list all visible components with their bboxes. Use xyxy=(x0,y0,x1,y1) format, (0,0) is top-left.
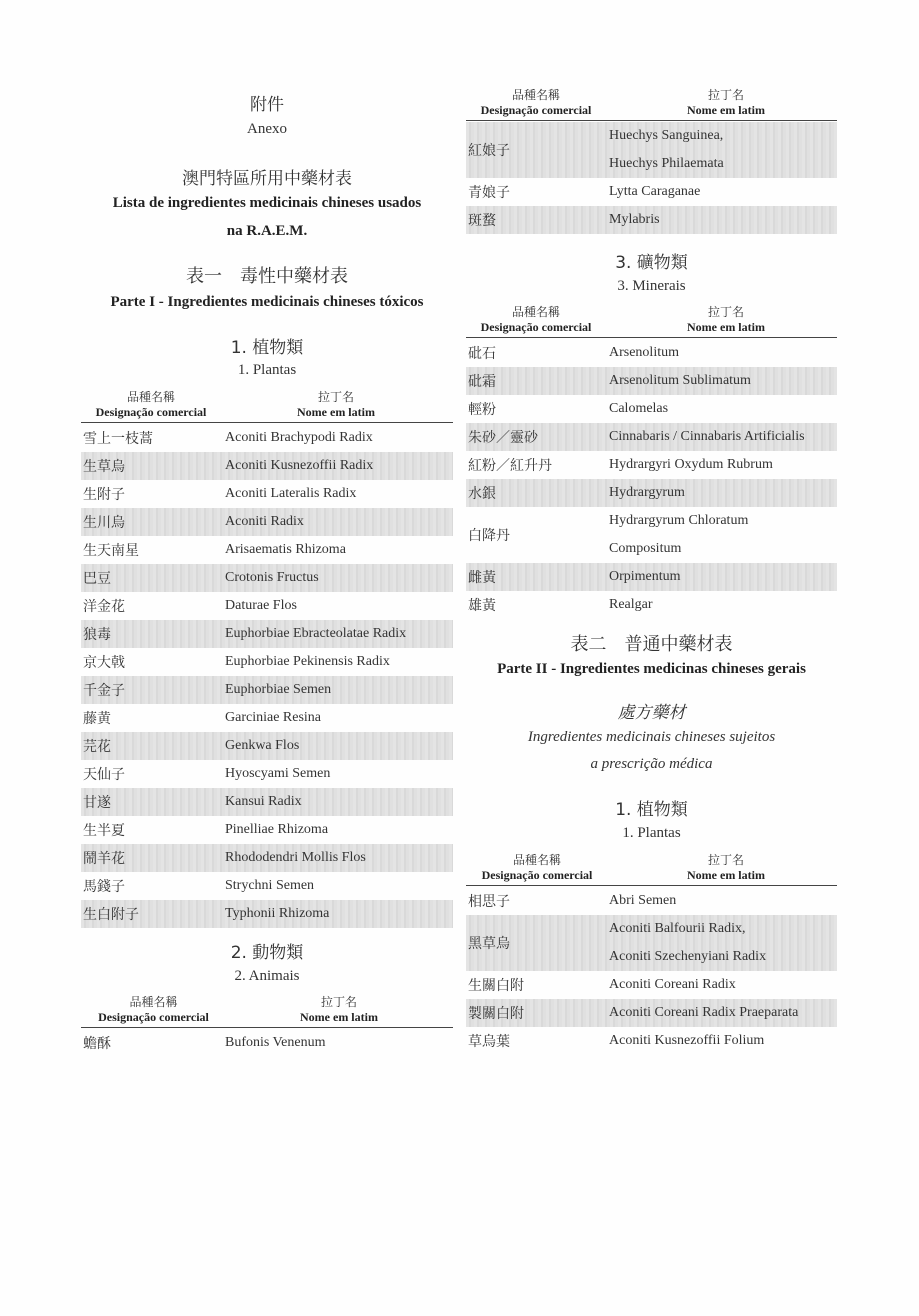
list-title-pt-line2: na R.A.E.M. xyxy=(226,223,308,239)
latin-name-line: Aconiti Coreani Radix Praeparata xyxy=(609,1005,799,1020)
prescription-title-pt-line2: a prescrição médica xyxy=(590,756,713,772)
latin-name-line: Arsenolitum Sublimatum xyxy=(609,373,751,388)
latin-name-cell xyxy=(609,971,736,999)
latin-name-line: Hydrargyrum xyxy=(609,485,685,500)
table-row xyxy=(81,592,453,620)
designation-cell: 芫花 xyxy=(83,739,111,755)
table-header xyxy=(466,851,837,886)
table-row xyxy=(466,563,837,591)
table-row xyxy=(81,872,453,900)
designation-cell: 馬錢子 xyxy=(83,879,125,895)
list-title-pt-line1: Lista de ingredientes medicinais chineses usados xyxy=(112,195,422,211)
latin-name-cell xyxy=(225,844,366,872)
latin-name-cell xyxy=(609,451,773,479)
latin-name-cell xyxy=(225,508,304,536)
designation-cell: 生附子 xyxy=(83,487,125,503)
table-row xyxy=(81,900,453,928)
latin-name-line: Garciniae Resina xyxy=(225,710,322,725)
latin-name-cell xyxy=(609,479,685,507)
table-row xyxy=(466,367,837,395)
designation-cell: 京大戟 xyxy=(83,655,125,671)
table-row xyxy=(466,507,837,563)
header-designation-cn: 品種名稱 xyxy=(129,995,178,1009)
prescription-title-cn: 處方藥材 xyxy=(617,703,686,723)
designation-cell: 雌黃 xyxy=(468,570,496,586)
latin-name-cell xyxy=(609,915,766,971)
latin-name-line: Aconiti Szechenyiani Radix xyxy=(609,949,767,964)
designation-cell: 巴豆 xyxy=(83,571,111,587)
table-row xyxy=(466,122,837,178)
designation-cell: 水銀 xyxy=(468,486,496,502)
designation-cell: 斑蝥 xyxy=(468,213,496,229)
table-row xyxy=(466,339,837,367)
latin-name-cell xyxy=(225,816,328,844)
designation-cell: 紅粉／紅升丹 xyxy=(468,458,552,474)
designation-cell: 千金子 xyxy=(83,683,125,699)
table-row xyxy=(81,676,453,704)
header-latin-cn: 拉丁名 xyxy=(317,390,354,404)
table-row xyxy=(81,844,453,872)
latin-name-cell xyxy=(609,563,681,591)
designation-cell: 紅娘子 xyxy=(468,143,510,159)
header-designation-cn: 品種名稱 xyxy=(512,853,561,867)
table-row xyxy=(466,887,837,915)
latin-name-line: Genkwa Flos xyxy=(225,738,300,753)
plants1-title-pt: 1. Plantas xyxy=(237,362,297,378)
designation-cell: 生川烏 xyxy=(83,515,125,531)
latin-name-cell xyxy=(609,887,676,915)
latin-name-cell xyxy=(609,395,668,423)
latin-name-line: Aconiti Coreani Radix xyxy=(609,977,736,992)
latin-name-line: Crotonis Fructus xyxy=(225,570,319,585)
latin-name-cell xyxy=(225,620,406,648)
latin-name-cell xyxy=(609,507,748,563)
table-row xyxy=(466,591,837,619)
table-row xyxy=(81,732,453,760)
latin-name-line: Rhododendri Mollis Flos xyxy=(225,850,366,865)
table-row xyxy=(81,760,453,788)
latin-name-cell xyxy=(609,122,724,178)
designation-cell: 藤黄 xyxy=(83,711,111,727)
table-row xyxy=(466,971,837,999)
designation-cell: 白降丹 xyxy=(468,528,510,544)
header-designation-pt: Designação comercial xyxy=(480,320,592,334)
minerals-title-pt: 3. Minerais xyxy=(617,278,686,294)
latin-name-line: Strychni Semen xyxy=(225,878,315,893)
table-row xyxy=(81,620,453,648)
designation-cell: 砒霜 xyxy=(468,374,496,390)
latin-name-cell xyxy=(225,872,314,900)
latin-name-line: Cinnabaris / Cinnabaris Artificialis xyxy=(609,429,805,444)
header-designation-cn: 品種名稱 xyxy=(511,305,560,319)
latin-name-line: Aconiti Radix xyxy=(225,514,304,529)
designation-cell: 天仙子 xyxy=(83,767,125,783)
header-latin-pt: Nome em latim xyxy=(687,320,765,334)
latin-name-line: Orpimentum xyxy=(609,569,681,584)
designation-cell: 青娘子 xyxy=(468,185,510,201)
latin-name-cell xyxy=(225,480,356,508)
header-latin-pt: Nome em latim xyxy=(297,405,375,419)
designation-cell: 洋金花 xyxy=(83,599,125,615)
animals-title-pt: 2. Animais xyxy=(234,968,300,984)
latin-name-line: Mylabris xyxy=(609,212,660,227)
designation-cell: 鬧羊花 xyxy=(83,851,125,867)
designation-cell: 雄黃 xyxy=(468,598,496,614)
header-designation-pt: Designação comercial xyxy=(95,405,207,419)
designation-cell: 甘遂 xyxy=(83,795,111,811)
designation-cell: 生半夏 xyxy=(83,823,125,839)
designation-cell: 黑草烏 xyxy=(468,936,510,952)
plants1-title-cn: 1. 植物類 xyxy=(230,338,304,358)
header-latin-cn: 拉丁名 xyxy=(320,995,357,1009)
latin-name-line: Huechys Sanguinea, xyxy=(609,128,724,143)
designation-cell: 生白附子 xyxy=(83,907,139,923)
latin-name-line: Euphorbiae Semen xyxy=(225,682,332,697)
table-row xyxy=(81,788,453,816)
latin-name-line: Arsenolitum xyxy=(609,345,679,360)
latin-name-line: Arisaematis Rhizoma xyxy=(225,542,346,557)
latin-name-cell xyxy=(225,1029,325,1057)
latin-name-cell xyxy=(609,999,798,1027)
part1-title-pt: Parte I - Ingredientes medicinais chineses tóxicos xyxy=(110,294,424,310)
designation-cell: 朱砂／靈砂 xyxy=(468,430,538,446)
latin-name-line: Typhonii Rhizoma xyxy=(225,906,330,921)
table-row xyxy=(81,704,453,732)
header-latin-pt: Nome em latim xyxy=(687,868,765,882)
table-row xyxy=(81,564,453,592)
latin-name-line: Euphorbiae Ebracteolatae Radix xyxy=(225,626,407,641)
latin-name-line: Aconiti Kusnezoffii Folium xyxy=(609,1033,765,1048)
latin-name-line: Pinelliae Rhizoma xyxy=(225,822,329,837)
designation-cell: 相思子 xyxy=(468,894,510,910)
table-row xyxy=(81,480,453,508)
table-row xyxy=(466,999,837,1027)
designation-cell: 雪上一枝蒿 xyxy=(83,431,153,447)
latin-name-line: Daturae Flos xyxy=(225,598,297,613)
part1-title-cn: 表一 毒性中藥材表 xyxy=(186,266,348,287)
designation-cell: 生草烏 xyxy=(83,459,125,475)
latin-name-line: Hyoscyami Semen xyxy=(225,766,331,781)
latin-name-line: Aconiti Balfourii Radix, xyxy=(609,921,746,936)
designation-cell: 生天南星 xyxy=(83,543,139,559)
table-row xyxy=(81,816,453,844)
latin-name-cell xyxy=(609,367,751,395)
header-designation-pt: Designação comercial xyxy=(481,868,593,882)
annex-title-pt: Anexo xyxy=(247,121,287,137)
part2-title-pt: Parte II - Ingredientes medicinas chineses gerais xyxy=(497,661,806,677)
latin-name-line: Hydrargyrum Chloratum xyxy=(609,513,749,528)
designation-cell: 製關白附 xyxy=(468,1006,524,1022)
table-header xyxy=(466,86,837,121)
latin-name-cell xyxy=(225,536,346,564)
table-header xyxy=(81,388,453,423)
header-designation-cn: 品種名稱 xyxy=(126,390,175,404)
part2-title-cn: 表二 普通中藥材表 xyxy=(570,634,733,655)
table-header xyxy=(81,993,453,1028)
table-row xyxy=(466,915,837,971)
designation-cell: 草烏葉 xyxy=(468,1034,510,1050)
latin-name-line: Kansui Radix xyxy=(225,794,302,809)
header-designation-cn: 品種名稱 xyxy=(511,88,560,102)
header-latin-cn: 拉丁名 xyxy=(707,88,744,102)
designation-cell: 狼毒 xyxy=(83,627,111,643)
header-latin-cn: 拉丁名 xyxy=(707,305,744,319)
designation-cell: 輕粉 xyxy=(468,402,496,418)
latin-name-cell xyxy=(609,339,679,367)
designation-cell: 砒石 xyxy=(468,346,496,362)
animals-title-cn: 2. 動物類 xyxy=(230,943,304,963)
designation-cell: 生關白附 xyxy=(468,978,524,994)
latin-name-cell xyxy=(225,564,319,592)
designation-cell: 蟾酥 xyxy=(83,1036,111,1052)
table-row xyxy=(81,424,453,452)
table-row xyxy=(466,451,837,479)
latin-name-line: Calomelas xyxy=(609,401,669,416)
table-row xyxy=(81,1029,453,1057)
latin-name-cell xyxy=(225,424,373,452)
table-row xyxy=(466,1027,837,1055)
header-latin-pt: Nome em latim xyxy=(687,103,765,117)
table-header xyxy=(466,303,837,338)
latin-name-cell xyxy=(225,648,390,676)
header-designation-pt: Designação comercial xyxy=(480,103,592,117)
latin-name-line: Huechys Philaemata xyxy=(609,156,724,171)
table-row xyxy=(81,508,453,536)
latin-name-line: Aconiti Brachypodi Radix xyxy=(225,430,373,445)
latin-name-line: Aconiti Kusnezoffii Radix xyxy=(225,458,374,473)
table-row xyxy=(81,536,453,564)
header-designation-pt: Designação comercial xyxy=(98,1010,209,1024)
table-row xyxy=(466,206,837,234)
latin-name-line: Aconiti Lateralis Radix xyxy=(225,486,357,501)
prescription-title-pt-line1: Ingredientes medicinais chineses sujeitos xyxy=(527,729,776,745)
latin-name-line: Lytta Caraganae xyxy=(609,184,701,199)
latin-name-cell xyxy=(225,592,297,620)
latin-name-cell xyxy=(609,1027,764,1055)
latin-name-cell xyxy=(225,788,302,816)
latin-name-cell xyxy=(225,452,373,480)
latin-name-line: Compositum xyxy=(609,541,682,556)
latin-name-cell xyxy=(609,591,653,619)
minerals-title-cn: 3. 礦物類 xyxy=(615,253,688,273)
header-latin-pt: Nome em latim xyxy=(300,1010,378,1024)
table-row xyxy=(466,479,837,507)
latin-name-cell xyxy=(609,423,805,451)
latin-name-cell xyxy=(225,732,299,760)
table-row xyxy=(466,423,837,451)
header-latin-cn: 拉丁名 xyxy=(707,853,744,867)
latin-name-line: Bufonis Venenum xyxy=(225,1035,326,1050)
latin-name-cell xyxy=(609,178,700,206)
annex-title-cn: 附件 xyxy=(250,95,284,115)
table-row xyxy=(466,178,837,206)
plants2-title-pt: 1. Plantas xyxy=(622,825,681,841)
table-row xyxy=(81,452,453,480)
latin-name-line: Hydrargyri Oxydum Rubrum xyxy=(609,457,773,472)
latin-name-cell xyxy=(225,676,331,704)
latin-name-line: Euphorbiae Pekinensis Radix xyxy=(225,654,390,669)
table-row xyxy=(466,395,837,423)
latin-name-cell xyxy=(225,900,329,928)
table-row xyxy=(81,648,453,676)
latin-name-cell xyxy=(225,760,330,788)
list-title-cn: 澳門特區所用中藥材表 xyxy=(182,169,352,189)
latin-name-cell xyxy=(609,206,660,234)
plants2-title-cn: 1. 植物類 xyxy=(615,800,688,820)
latin-name-cell xyxy=(225,704,321,732)
latin-name-line: Realgar xyxy=(609,597,653,612)
latin-name-line: Abri Semen xyxy=(609,893,677,908)
